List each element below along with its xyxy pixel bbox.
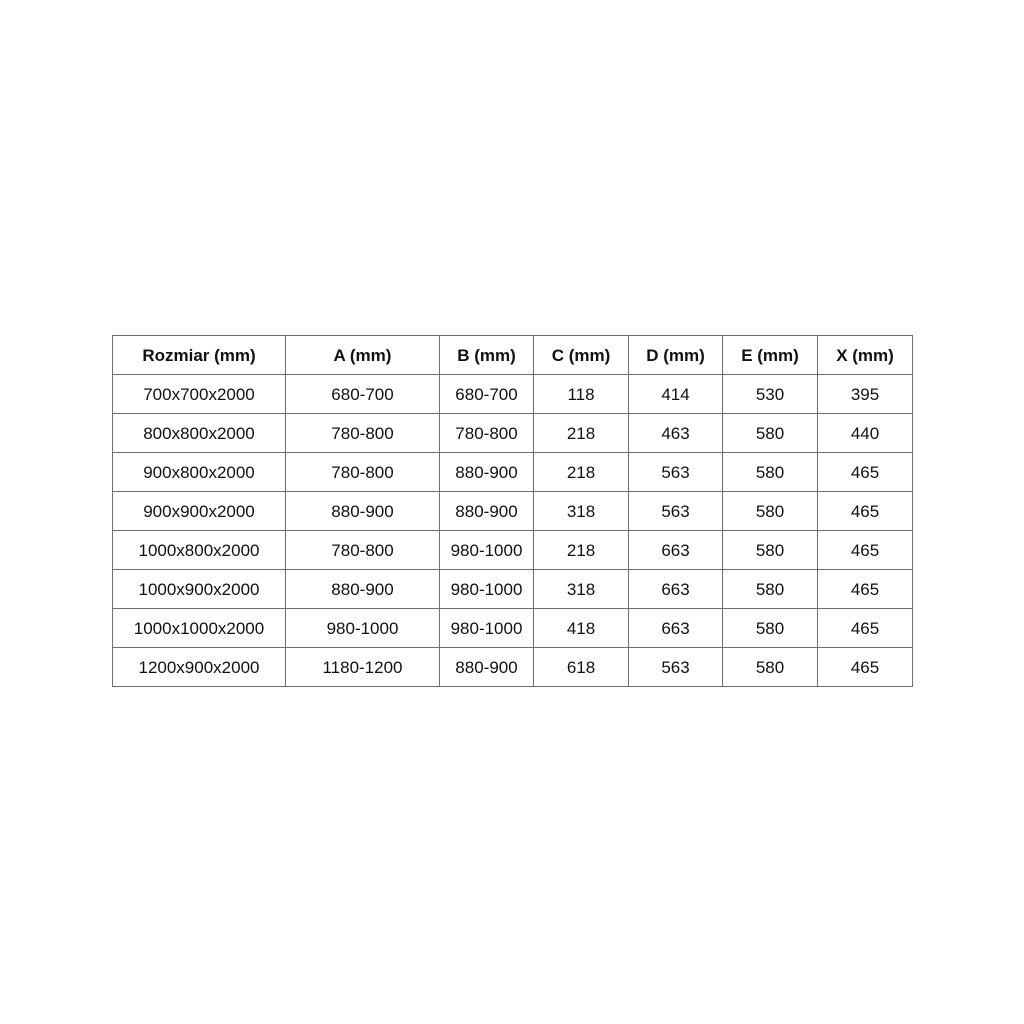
cell-b: 880-900 xyxy=(440,648,534,687)
cell-size: 1000x800x2000 xyxy=(113,531,286,570)
cell-b: 980-1000 xyxy=(440,570,534,609)
cell-c: 318 xyxy=(534,570,629,609)
cell-x: 465 xyxy=(818,492,913,531)
cell-x: 465 xyxy=(818,609,913,648)
cell-size: 1000x1000x2000 xyxy=(113,609,286,648)
cell-b: 980-1000 xyxy=(440,531,534,570)
cell-c: 618 xyxy=(534,648,629,687)
cell-x: 395 xyxy=(818,375,913,414)
header-d: D (mm) xyxy=(629,336,723,375)
cell-x: 440 xyxy=(818,414,913,453)
cell-x: 465 xyxy=(818,531,913,570)
cell-b: 880-900 xyxy=(440,492,534,531)
cell-a: 980-1000 xyxy=(286,609,440,648)
cell-e: 580 xyxy=(723,570,818,609)
cell-e: 580 xyxy=(723,453,818,492)
cell-b: 980-1000 xyxy=(440,609,534,648)
table-row xyxy=(113,453,913,492)
cell-b: 780-800 xyxy=(440,414,534,453)
table-row xyxy=(113,531,913,570)
cell-e: 580 xyxy=(723,531,818,570)
cell-size: 900x900x2000 xyxy=(113,492,286,531)
cell-d: 563 xyxy=(629,453,723,492)
cell-d: 463 xyxy=(629,414,723,453)
cell-c: 118 xyxy=(534,375,629,414)
cell-x: 465 xyxy=(818,648,913,687)
cell-a: 880-900 xyxy=(286,492,440,531)
cell-a: 880-900 xyxy=(286,570,440,609)
header-e: E (mm) xyxy=(723,336,818,375)
cell-x: 465 xyxy=(818,570,913,609)
cell-a: 1180-1200 xyxy=(286,648,440,687)
header-a: A (mm) xyxy=(286,336,440,375)
table-row xyxy=(113,648,913,687)
cell-a: 780-800 xyxy=(286,414,440,453)
table-row xyxy=(113,609,913,648)
cell-d: 663 xyxy=(629,531,723,570)
table-row xyxy=(113,570,913,609)
cell-a: 780-800 xyxy=(286,453,440,492)
cell-x: 465 xyxy=(818,453,913,492)
cell-a: 780-800 xyxy=(286,531,440,570)
cell-d: 563 xyxy=(629,492,723,531)
table-row xyxy=(113,414,913,453)
cell-c: 318 xyxy=(534,492,629,531)
table-header xyxy=(113,336,913,375)
cell-size: 1000x900x2000 xyxy=(113,570,286,609)
cell-e: 530 xyxy=(723,375,818,414)
cell-d: 414 xyxy=(629,375,723,414)
cell-c: 418 xyxy=(534,609,629,648)
header-b: B (mm) xyxy=(440,336,534,375)
cell-size: 700x700x2000 xyxy=(113,375,286,414)
header-c: C (mm) xyxy=(534,336,629,375)
header-size: Rozmiar (mm) xyxy=(113,336,286,375)
table-row xyxy=(113,492,913,531)
header-x: X (mm) xyxy=(818,336,913,375)
cell-e: 580 xyxy=(723,492,818,531)
cell-e: 580 xyxy=(723,414,818,453)
cell-c: 218 xyxy=(534,414,629,453)
table-row xyxy=(113,375,913,414)
cell-d: 663 xyxy=(629,570,723,609)
cell-size: 900x800x2000 xyxy=(113,453,286,492)
cell-size: 1200x900x2000 xyxy=(113,648,286,687)
cell-e: 580 xyxy=(723,648,818,687)
cell-b: 680-700 xyxy=(440,375,534,414)
dimensions-table xyxy=(112,335,913,687)
cell-d: 563 xyxy=(629,648,723,687)
cell-c: 218 xyxy=(534,531,629,570)
cell-e: 580 xyxy=(723,609,818,648)
cell-size: 800x800x2000 xyxy=(113,414,286,453)
header-row xyxy=(113,336,913,375)
cell-c: 218 xyxy=(534,453,629,492)
cell-d: 663 xyxy=(629,609,723,648)
table-body xyxy=(113,375,913,687)
cell-a: 680-700 xyxy=(286,375,440,414)
cell-b: 880-900 xyxy=(440,453,534,492)
